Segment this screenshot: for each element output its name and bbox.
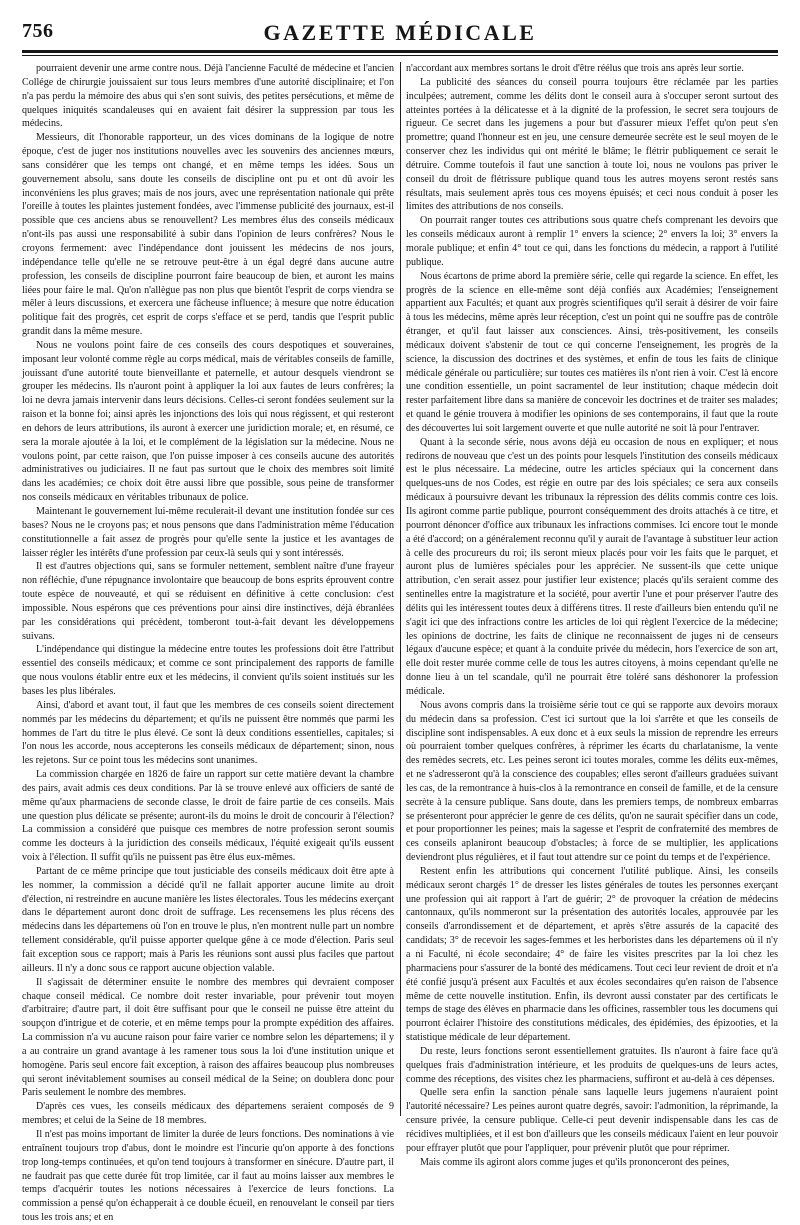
paragraph: n'accordant aux membres sortans le droit d'être réélus que trois ans après leur sortie.: [406, 63, 744, 74]
paragraph: Ainsi, d'abord et avant tout, il faut que les membres de ces conseils soient directement nommés par les médecins du département; et qu'ils ne puissent être nommés que parmi les hommes de l'art du titre le plus élevé. Ce sont là deux conditions essentielles, capitales; si l'on nous les accorde, nous accepterons les conseils médicaux de département; sinon, nous les rejetons. Sur ce point tous les médecins sont unanimes.: [22, 699, 394, 767]
paragraph: pourraient devenir une arme contre nous. Déjà l'ancienne Faculté de médecine et l'ancien Collége de chirurgie jouissaient sur tous leurs membres d'une autorité disciplinaire; et l'on n'a pas perdu la mémoire des abus qui s'en sont suivis, des petites persécutions, et même de quelques iniquités scandaleuses qui en avaient fait désirer la suppression par tous les médecins.: [22, 63, 394, 130]
paragraph: Du reste, leurs fonctions seront essentiellement gratuites. Ils n'auront à faire face qu'à quelques frais d'administration intérieure, et les produits de quelques-uns de leurs actes, comme des réceptions, des visites chez les pharmaciens, suffiront et au-delà à ces dépenses.: [406, 1045, 778, 1085]
paragraph: Il s'agissait de déterminer ensuite le nombre des membres qui devraient composer chaque conseil médical. Ce nombre doit rester invariable, pour prévenir tout moyen d'arbitraire; d'autre part, il doit être suffisant pour que le conseil ne puisse être atteint du soupçon d'intrigue et de coterie, et en même temps pour la prompte expédition des affaires. La commission n'a vu aucune raison pour faire varier ce nombre selon les départemens; il y a au contraire un grand avantage à les ramener tous sous la loi d'une institution unique et homogène. Paris seul encore fait exception, à raison des affaires beaucoup plus nombreuses qui seront inévitablement soumises au conseil médical de la Seine; on doublera donc pour Paris seulement le nombre des membres.: [22, 976, 394, 1099]
left-column: [22, 62, 394, 1224]
header-rule-thick: [22, 50, 778, 53]
paragraph: D'après ces vues, les conseils médicaux des départemens seraient composés de 9 membres; et celui de la Seine de 18 membres.: [22, 1101, 394, 1127]
page-header: [22, 10, 778, 48]
right-column: [406, 62, 778, 1168]
paragraph: Nous ne voulons point faire de ces conseils des cours despotiques et souveraines, imposant leur volonté comme règle au corps médical, mais de véritables conseils de famille, jouissant d'une autorité toute bienveillante et paternelle, et autour desquels viendront se grouper les médecins. Ils n'auront point à appliquer la loi aux fautes de leurs confrères; la loi ne devra jamais intervenir dans leurs décisions. Celles-ci seront fondées seulement sur la raison et la bonne foi; ainsi après les injonctions des lois qui nous régissent, et qui resteront en dehors de leurs attributions, ils auront à exercer une juridiction morale; et, en résumé, ce sera la morale ajoutée à la loi, et le complément de la législation sur la médecine. Nous ne voulons point, par cette raison, que l'on puisse imposer à ces conseils aucune des autorités administratives ou judiciaires. Il ne faut pas surtout que le choix des membres soit limité dans les académies; ce choix doit être aussi libre que possible, sous peine de transformer nos conseils médicaux en véritables tribunaux de police.: [22, 339, 394, 504]
paragraph: Partant de ce même principe que tout justiciable des conseils médicaux doit être apte à les nommer, la commission a décidé qu'il ne fallait apporter aucune limite au droit d'élection, ni restreindre en aucune manière les listes électorales. Tous les médecins exerçant dans le département auront donc droit de suffrage. Les recensemens les plus récens des médecins dans les départemens où l'on en trouve le plus, n'en montrent nulle part un nombre tellement considérable, qu'il puisse apporter quelque gêne à ce mode d'élection. Paris seul fait exception sous ce rapport; mais à Paris les réunions sont aussi plus faciles que partout ailleurs. Il n'y a donc sous ce rapport aucune objection valable.: [22, 865, 394, 974]
paragraph: La commission chargée en 1826 de faire un rapport sur cette matière devant la chambre des pairs, avait admis ces deux conditions. Par là se trouve enlevé aux officiers de santé de même qu'aux pharmaciens de seconde classe, le droit de faire partie de ces conseils. Mais une question plus délicate se présente; auront-ils du moins le droit de concourir à l'élection? La commission a considéré que puisque ces membres de notre profession seront soumis comme les docteurs à la juridiction des conseils médicaux, l'équité exigeait qu'ils eussent voix à l'élection. Il suffit qu'ils ne puissent pas être élus eux-mêmes.: [22, 769, 394, 864]
paragraph: Nous écartons de prime abord la première série, celle qui regarde la science. En effet, les progrès de la science en elle-même sont déjà confiés aux Académies; l'enseignement appartient aux Facultés; et quant aux progrès scientifiques qu'il serait à désirer de voir faire à tous les médecins, même après leur réception, c'est un point qui ne souffre pas de contrôle étranger, et qu'il faut laisser aux consciences. Ainsi, très-positivement, les conseils médicaux doivent s'abstenir de tout ce qui concerne l'enseignement, les progrès de la science, la discussion des doctrines et des systèmes, et enfin de tous les faits de clinique médicale générale ou particulière; sur toutes ces matières ils n'ont rien à voir. C'est là encore une condition essentielle, un point sacramentel de leur institution; chaque médecin doit rester parfaitement libre dans sa manière de concevoir les doctrines et de traiter ses malades; et quand le génie trouvera à modifier les opinions de ses contemporains, il faut que la route des découvertes lui soit largement ouverte et que nulle autorité ne soit là pour l'entraver.: [406, 270, 778, 434]
column-divider: [400, 62, 401, 1116]
paragraph: Il est d'autres objections qui, sans se formuler nettement, semblent naître d'une frayeur non réfléchie, d'une répugnance involontaire que beaucoup de bons esprits éprouvent contre toute espèce de nouveauté, et qui se réduisent en définitive à cette conclusion: c'est impossible. Nous espérons que ces préventions pour ainsi dire instinctives, déjà ébranlées par les considérations qui précèdent, tomberont tout-à-fait devant les développemens suivans.: [22, 561, 394, 642]
paragraph: On pourrait ranger toutes ces attributions sous quatre chefs comprenant les devoirs que les conseils médicaux auront à remplir 1° envers la science; 2° envers la loi; 3° envers la morale publique; et enfin 4° tout ce qui, dans les fonctions du médecin, a rapport à l'utilité publique.: [406, 215, 778, 268]
paragraph: La publicité des séances du conseil pourra toujours être réclamée par les parties inculpées; autrement, comme les délits dont le conseil aura à s'occuper seront surtout des atteintes portées à la délicatesse et à la dignité de la profession, le secret sera toujours de rigueur. Ce secret dans les jugemens a pour but d'assurer mieux l'effet qu'on peut s'en promettre; quand l'honneur est en jeu, une censure demeurée secrète est le seul moyen de le conserver chez les individus qui ont mérité le blâme; le flétrir publiquement ce serait le détruire. Comme toutefois il faut une sanction à toute loi, nous ne voulons pas priver le conseil du droit de flétrissure publique quand tous les autres moyens seront restés sans résultats, mais seulement après tous ces moyens épuisés; et ceci nous conduit à poser les limites des attributions de nos conseils.: [406, 76, 778, 213]
paragraph: L'indépendance qui distingue la médecine entre toutes les professions doit être l'attribut essentiel des conseils médicaux; et comme ce sont principalement des rapports de famille que nous voulons établir entre eux et les médecins, il convient qu'ils soient institués sur les bases les plus libérales.: [22, 644, 394, 697]
newspaper-page: [22, 10, 778, 1224]
paragraph: Maintenant le gouvernement lui-même reculerait-il devant une institution fondée sur ces bases? Nous ne le croyons pas; et nous pensons que dans l'administration même l'éducation constitutionnelle a fait assez de progrès pour qu'elle sente la justice et les avantages de laisser régler les intérêts d'une profession par ceux-là seuls qui y sont intéressés.: [22, 506, 394, 559]
paragraph: Il n'est pas moins important de limiter la durée de leurs fonctions. Des nominations à vie entraînent toujours trop d'abus, dont le moindre est l'incurie qu'on apporte à des fonctions trop long-temps continuées, et qu'on tend toujours à transformer en sinécure. D'autre part, il ne faudrait pas que cette durée fût trop limitée, car il faut au moins laisser aux membres le temps d'acquérir toutes les notions nécessaires à l'exercice de leurs fonctions. La commission a pensé qu'on échapperait à ce double écueil, en renouvelant le conseil par tiers tous les trois ans; et en: [22, 1128, 394, 1224]
paragraph: Messieurs, dit l'honorable rapporteur, un des vices dominans de la logique de notre époque, c'est de juger nos institutions nouvelles avec les souvenirs des anciennes mœurs, sans considérer que les temps ont changé, et en même temps les idées. Sous un gouvernement absolu, sans doute les conseils de discipline ont pu et ont dû avoir les inconvéniens les plus graves; mais de nos jours, avec une représentation nationale qui prête l'oreille à toutes les plaintes justement fondées, avec l'immense publicité des journaux, est-il possible que ces anciens abus se renouvellent? Les membres élus des conseils médicaux n'ont-ils pas aussi une responsabilité à subir dans l'opinion de leurs confrères? Nous le croyons fermement: avec l'indépendance dont jouissent les médecins de nos jours, indépendance telle qu'elle ne se retrouve peut-être à un égal degré dans aucune autre profession, les conseils de discipline pourront faire beaucoup de bien, et auront les mains liées pour faire le mal. Qu'on n'allègue pas non plus que bientôt l'esprit de corps viendra se mêler à leurs discussions, et exercera une fâcheuse influence; à mesure que notre éducation politique fait des progrès, cet esprit de corps s'efface et se perd, tandis que l'esprit public grandit dans la même mesure.: [22, 132, 394, 338]
paragraph: Restent enfin les attributions qui concernent l'utilité publique. Ainsi, les conseils médicaux seront chargés 1° de dresser les listes générales de toutes les personnes exerçant une profession qui ait rapport à l'art de guérir; 2° de provoquer la création de médecins cantonnaux, qu'ils nommeront sur la présentation des autorités locales, approuvée par les conseils d'arrondissement et de département, et après s'être assurés de la capacité des candidats; 3° de recevoir les sages-femmes et les herboristes dans les départemens où il n'y a ni Faculté, ni école secondaire; 4° de faire les visites prescrites par la loi chez les pharmaciens pour s'assurer de la bonté des médicamens. Tout ceci leur revient de droit et n'a été confié jusqu'à présent aux Facultés et aux écoles secondaires qu'en raison de l'absence même de cette nouvelle institution. Enfin, ils devront aussi constater par des certificats le temps de stage des élèves en pharmacie dans les officines, rassembler tous les documens qui pourront éclairer l'histoire des constitutions médicales, des épidémies, des épizooties, et la statistique médicale de leur département.: [406, 865, 778, 1044]
page-number: 756: [22, 20, 54, 42]
paragraph: Quant à la seconde série, nous avons déjà eu occasion de nous en expliquer; et nous redirons de nouveau que c'est un des points pour lesquels l'institution des conseils médicaux est le plus nécessaire. La médecine, outre les articles spéciaux qui la concernent dans quelques-uns de nos Codes, est régie en outre par des lois spéciales; ce sera aux conseils médicaux à poursuivre devant les tribunaux la répression des délits commis contre ces lois. Ils agiront comme partie publique, pourront conséquemment des droits attachés à ce titre, et pourront dénoncer d'office aux tribunaux les infractions commises. Ici encore tout le monde a été d'accord; on a généralement reconnu qu'il y aurait de l'avantage à substituer leur action à celle des procureurs du roi; ils seront mieux placés pour voir les faits que le parquet, et auront plus de lumières spéciales pour les apprécier. Ne sussent-ils que cette unique attribution, c'en serait assez pour justifier leur existence; placés qu'ils seraient comme des sentinelles entre la magistrature et la société, pour avertir l'une et pour préserver l'autre des délits qui les intéressent toutes deux à différens titres. Il reste d'ailleurs bien entendu qu'il ne s'agit ici que des infractions contre les articles de loi qui règlent l'exercice de la médecine; les opinions de doctrine, les faits de clinique ne reconnaissent de juges ni de censeurs légaux d'aucune espèce; et quant à la conduite privée du médecin, hors l'exercice de son art, elle doit rester murée comme celle de tous les autres citoyens, à moins cependant qu'elle ne donne lieu à un tel scandale, qu'il ne pourrait être toléré sans déshonorer la profession médicale.: [406, 436, 778, 697]
paragraph: Quelle sera enfin la sanction pénale sans laquelle leurs jugemens n'auraient point l'autorité nécessaire? Les peines auront quatre degrés, savoir: l'admonition, la réprimande, la censure privée, la censure publique. Celle-ci peut devenir indispensable dans les cas de récidives multipliées, et il est bon d'ailleurs que les conseils médicaux l'aient en leur pouvoir pour effrayer plutôt que pour l'appliquer, pour prévenir plutôt que pour réprimer.: [406, 1087, 778, 1154]
journal-title: GAZETTE MÉDICALE: [263, 20, 537, 45]
header-rule-thin: [22, 55, 778, 56]
paragraph: Nous avons compris dans la troisième série tout ce qui se rapporte aux devoirs moraux du médecin dans sa profession. C'est ici surtout que la loi s'arrête et que les conseils de discipline sont indispensables. A eux donc et à eux seuls la mission de reprendre les erreurs où pourraient tomber quelques confrères, à réprimer les écarts du charlatanisme, la vente des remèdes secrets, etc. Les peines seront ici toutes morales, comme les délits eux-mêmes, et ne s'adresseront qu'à la conscience des coupables; elles seront d'ailleurs graduées suivant les cas, de la remontrance à huis-clos à la remontrance en conseil de famille, et de la censure secrète à la censure publique. Sans doute, dans les premiers temps, de nombreux embarras se présenteront pour apprécier le genre de ces délits, qu'on ne saurait spécifier dans un code, et pour proportionner les peines; mais la sagesse et l'esprit de confraternité des membres de ces conseils aplaniront beaucoup d'obstacles; à force de se multiplier, les applications deviendront plus régulières, et il faut tout attendre sur ce point du temps et de l'expérience.: [406, 699, 778, 864]
paragraph: Mais comme ils agiront alors comme juges et qu'ils prononceront des peines,: [420, 1156, 730, 1168]
